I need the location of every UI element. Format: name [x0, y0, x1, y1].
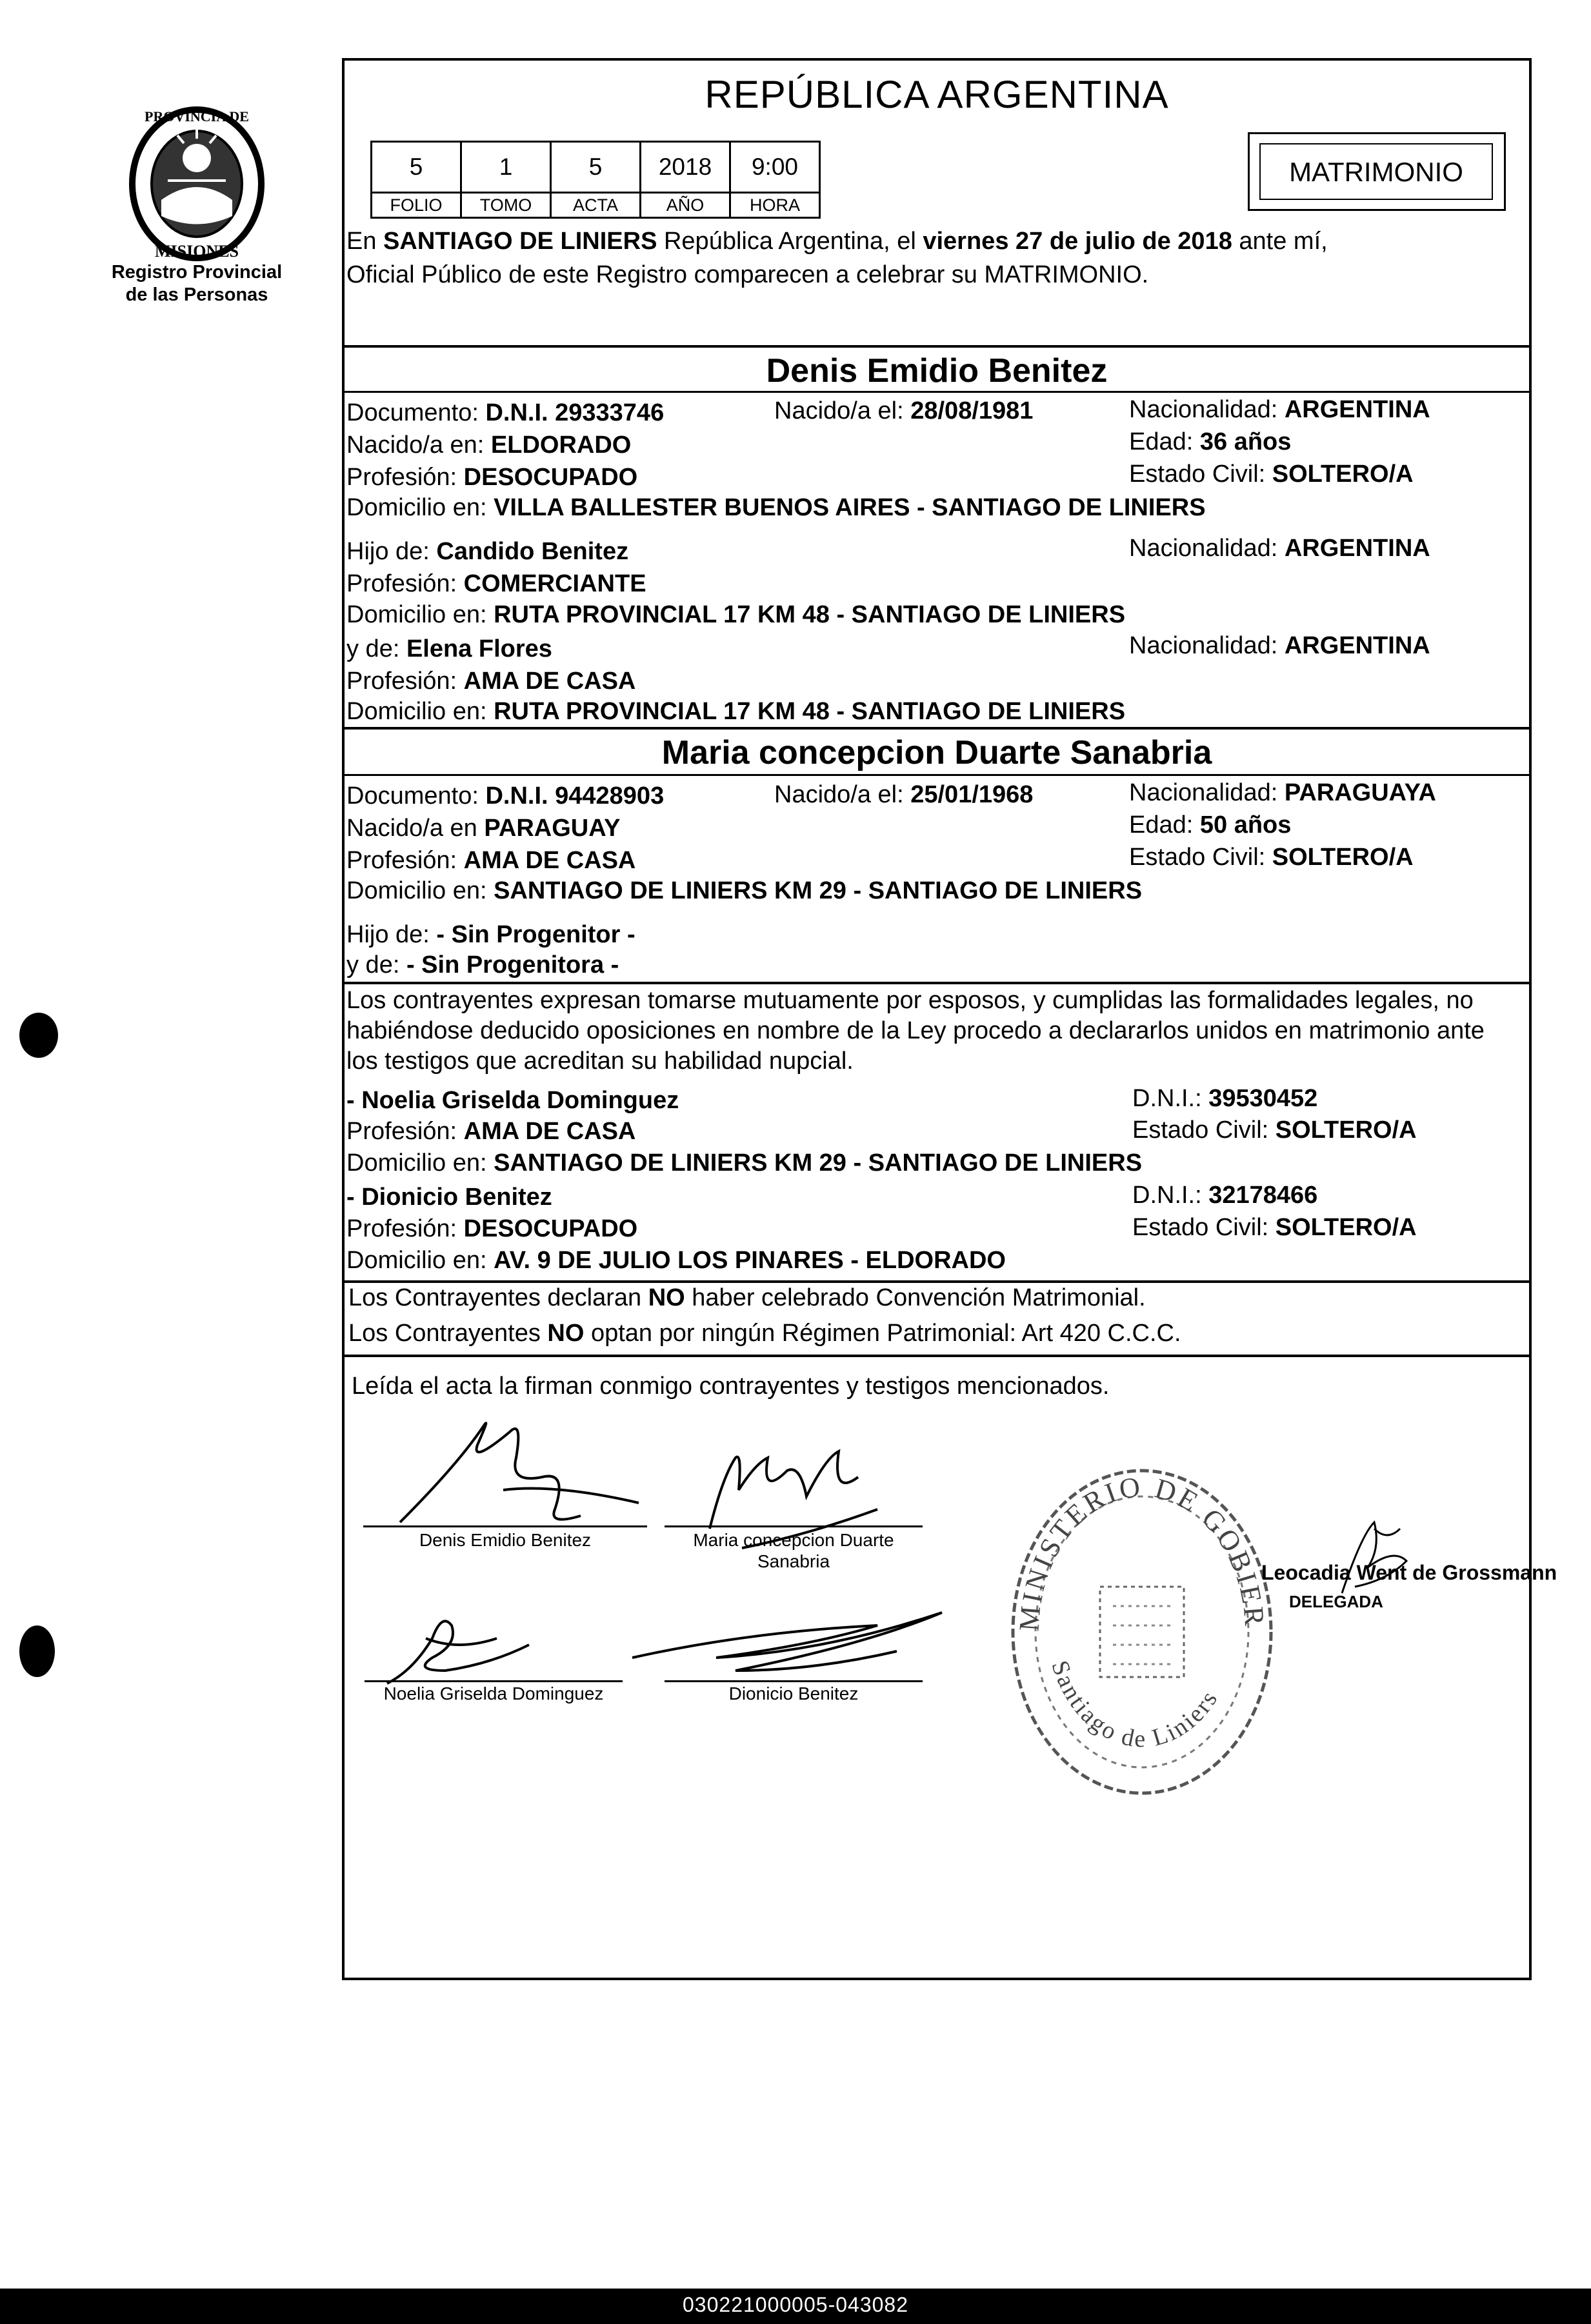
spouse2-profession: Profesión: AMA DE CASA: [346, 847, 636, 874]
intro-line-2: Oficial Público de este Registro comparecen a celebrar su MATRIMONIO.: [346, 261, 1149, 288]
witness2-dni: D.N.I.: 32178466: [1132, 1182, 1318, 1209]
spouse1-father-domicile: Domicilio en: RUTA PROVINCIAL 17 KM 48 - SANTIAGO DE LINIERS: [346, 601, 1126, 628]
tomo-label: TOMO: [461, 193, 551, 218]
spouse1-nationality: Nacionalidad: ARGENTINA: [1129, 396, 1430, 423]
document-code: 030221000005-043082: [683, 2293, 908, 2316]
witness2-civil-status: Estado Civil: SOLTERO/A: [1132, 1214, 1417, 1241]
divider: [342, 727, 1532, 730]
spouse1-signature: [361, 1406, 658, 1535]
hora-label: HORA: [730, 193, 820, 218]
spouse2-birth-place: Nacido/a en PARAGUAY: [346, 815, 621, 842]
officer-title: DELEGADA: [1289, 1592, 1383, 1611]
witness1-signature-label: Noelia Griselda Dominguez: [383, 1683, 604, 1703]
document-title: REPÚBLICA ARGENTINA: [705, 73, 1169, 116]
witness2-signature: [619, 1587, 968, 1690]
closing-text: Leída el acta la firman conmigo contrayentes y testigos mencionados.: [352, 1373, 1110, 1400]
acta-label: ACTA: [551, 193, 641, 218]
spouse1-signature-label: Denis Emidio Benitez: [419, 1530, 592, 1550]
spouse2-birth-date: Nacido/a el: 25/01/1968: [774, 781, 1034, 808]
spouse2-mother: y de: - Sin Progenitora -: [346, 951, 619, 978]
registry-caption-line2: de las Personas: [125, 284, 268, 305]
record-type-box: MATRIMONIO: [1259, 143, 1493, 200]
spouse1-mother-profession: Profesión: AMA DE CASA: [346, 668, 636, 695]
spouse2-nationality: Nacionalidad: PARAGUAYA: [1129, 779, 1436, 806]
witness2-signature-label: Dionicio Benitez: [728, 1683, 859, 1703]
registry-data-table: [370, 141, 821, 219]
divider: [342, 345, 1532, 348]
declaration-line-1: Los contrayentes expresan tomarse mutuamente por esposos, y cumplidas las formalidades legales, no: [346, 987, 1474, 1014]
signature-line: [363, 1525, 647, 1527]
spouse1-civil-status: Estado Civil: SOLTERO/A: [1129, 461, 1414, 488]
spouse2-signature-label-2: Sanabria: [757, 1551, 830, 1571]
spouse2-age: Edad: 50 años: [1129, 811, 1292, 839]
witness1-name: - Noelia Griselda Dominguez: [346, 1087, 679, 1114]
spouse2-document: Documento: D.N.I. 94428903: [346, 782, 665, 809]
anio-label: AÑO: [641, 193, 730, 218]
misiones-seal-logo: [116, 103, 277, 264]
witness1-profession: Profesión: AMA DE CASA: [346, 1118, 636, 1145]
spouse1-name: Denis Emidio Benitez: [766, 352, 1108, 390]
spouse2-domicile: Domicilio en: SANTIAGO DE LINIERS KM 29 - SANTIAGO DE LINIERS: [346, 877, 1143, 904]
folio-value: 5: [372, 142, 461, 193]
spouse2-father: Hijo de: - Sin Progenitor -: [346, 921, 635, 948]
declaration-line-2: habiéndose deducido oposiciones en nombre de la Ley procedo a declararlos unidos en matrimonio ante: [346, 1017, 1485, 1044]
regime-line-2: Los Contrayentes NO optan por ningún Régimen Patrimonial: Art 420 C.C.C.: [348, 1320, 1181, 1347]
divider: [342, 982, 1532, 984]
spouse1-mother-domicile: Domicilio en: RUTA PROVINCIAL 17 KM 48 - SANTIAGO DE LINIERS: [346, 698, 1126, 725]
registry-caption-line1: Registro Provincial: [111, 262, 283, 283]
punch-hole-mark: [19, 1013, 58, 1058]
witness2-name: - Dionicio Benitez: [346, 1184, 552, 1211]
witness2-profession: Profesión: DESOCUPADO: [346, 1215, 638, 1242]
logo-text-bottom: MISIONES: [154, 242, 239, 261]
folio-label: FOLIO: [372, 193, 461, 218]
spouse1-birth-place: Nacido/a en: ELDORADO: [346, 432, 632, 459]
spouse2-civil-status: Estado Civil: SOLTERO/A: [1129, 844, 1414, 871]
regime-line-1: Los Contrayentes declaran NO haber celebrado Convención Matrimonial.: [348, 1284, 1146, 1311]
spouse1-father: Hijo de: Candido Benitez: [346, 538, 629, 565]
witness1-civil-status: Estado Civil: SOLTERO/A: [1132, 1117, 1417, 1144]
spouse1-mother: y de: Elena Flores: [346, 635, 552, 662]
spouse1-mother-nationality: Nacionalidad: ARGENTINA: [1129, 632, 1430, 659]
witness2-domicile: Domicilio en: AV. 9 DE JULIO LOS PINARES - ELDORADO: [346, 1247, 1006, 1274]
signature-line: [665, 1525, 923, 1527]
spouse1-domicile: Domicilio en: VILLA BALLESTER BUENOS AIRES - SANTIAGO DE LINIERS: [346, 494, 1206, 521]
stamp-text-bottom: Santiago de Liniers: [1046, 1657, 1224, 1753]
witness1-domicile: Domicilio en: SANTIAGO DE LINIERS KM 29 - SANTIAGO DE LINIERS: [346, 1149, 1143, 1177]
witness1-dni: D.N.I.: 39530452: [1132, 1085, 1318, 1112]
declaration-line-3: los testigos que acreditan su habilidad nupcial.: [346, 1048, 854, 1075]
tomo-value: 1: [461, 142, 551, 193]
punch-hole-mark: [19, 1625, 55, 1677]
spouse1-document: Documento: D.N.I. 29333746: [346, 399, 665, 426]
spouse2-name: Maria concepcion Duarte Sanabria: [661, 734, 1212, 771]
spouse2-signature-label-1: Maria concepcion Duarte: [693, 1530, 894, 1550]
signature-line: [365, 1680, 623, 1682]
ministry-stamp: [982, 1426, 1290, 1813]
logo-text-top: PROVINCIA DE: [145, 108, 249, 124]
registry-caption: [84, 261, 310, 306]
spouse1-age: Edad: 36 años: [1129, 428, 1292, 455]
signature-line: [665, 1680, 923, 1682]
divider: [342, 774, 1532, 776]
intro-line-1: En SANTIAGO DE LINIERS República Argentina, el viernes 27 de julio de 2018 ante mí,: [346, 228, 1328, 255]
spouse1-father-nationality: Nacionalidad: ARGENTINA: [1129, 535, 1430, 562]
spouse1-birth-date: Nacido/a el: 28/08/1981: [774, 397, 1034, 424]
spouse1-profession: Profesión: DESOCUPADO: [346, 464, 638, 491]
hora-value: 9:00: [730, 142, 820, 193]
officer-name: Leocadia Went de Grossmann: [1261, 1561, 1557, 1584]
divider: [342, 1280, 1532, 1283]
stamp-text-top: MINISTERIO DE GOBIERNO: [982, 1426, 1271, 1633]
anio-value: 2018: [641, 142, 730, 193]
acta-value: 5: [551, 142, 641, 193]
spouse1-father-profession: Profesión: COMERCIANTE: [346, 570, 646, 597]
divider: [342, 1355, 1532, 1357]
divider: [342, 391, 1532, 393]
